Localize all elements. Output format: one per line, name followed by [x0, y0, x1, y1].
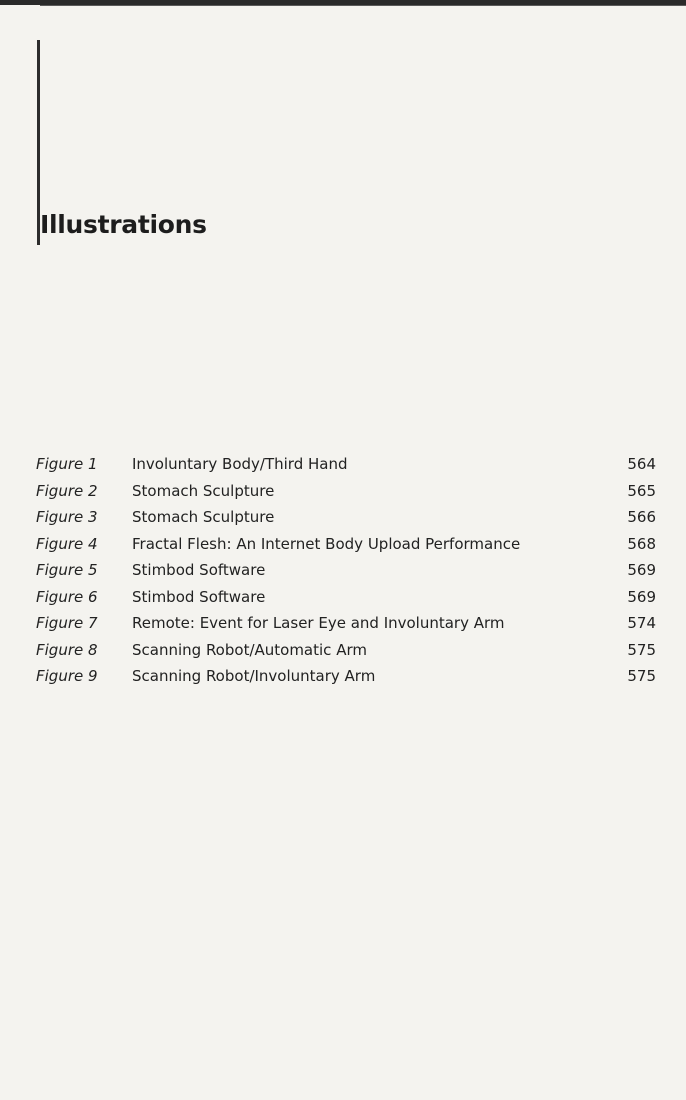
figure-caption: Fractal Flesh: An Internet Body Upload Performance	[132, 534, 521, 553]
figure-page-number: 569	[627, 561, 656, 579]
figure-page-number: 564	[627, 455, 656, 473]
figure-page-number: 569	[627, 587, 656, 606]
figure-number: Figure 4	[36, 534, 98, 553]
figure-number: Figure 9	[36, 667, 98, 685]
figure-number: Figure 7	[36, 614, 98, 632]
figure-number: Figure 8	[36, 640, 98, 659]
figure-page-number: 575	[627, 640, 656, 659]
figure-entry	[36, 451, 656, 478]
figure-entry	[36, 557, 656, 584]
figure-number: Figure 5	[36, 561, 98, 579]
figure-page-number: 566	[627, 508, 656, 526]
figure-list	[36, 451, 656, 690]
figure-number: Figure 2	[36, 481, 98, 500]
figure-entry	[36, 610, 656, 637]
figure-entry	[36, 504, 656, 531]
figure-caption: Remote: Event for Laser Eye and Involuntary Arm	[132, 614, 505, 632]
figure-entry	[36, 584, 656, 611]
figure-number: Figure 3	[36, 508, 98, 526]
figure-caption: Stimbod Software	[132, 587, 266, 606]
figure-entry	[36, 637, 656, 664]
figure-entry	[36, 478, 656, 505]
figure-caption: Stomach Sculpture	[132, 481, 275, 500]
figure-page-number: 575	[627, 667, 656, 685]
page-title: Illustrations	[40, 210, 207, 239]
figure-caption: Scanning Robot/Automatic Arm	[132, 640, 367, 659]
figure-caption: Stomach Sculpture	[132, 508, 275, 526]
figure-entry	[36, 663, 656, 690]
figure-page-number: 565	[627, 481, 656, 500]
figure-entry	[36, 531, 656, 558]
figure-caption: Stimbod Software	[132, 561, 266, 579]
figure-page-number: 568	[627, 534, 656, 553]
figure-caption: Scanning Robot/Involuntary Arm	[132, 667, 376, 685]
figure-page-number: 574	[627, 614, 656, 632]
figure-number: Figure 1	[36, 455, 98, 473]
top-rule	[40, 5, 686, 6]
figure-number: Figure 6	[36, 587, 98, 606]
figure-caption: Involuntary Body/Third Hand	[132, 455, 348, 473]
